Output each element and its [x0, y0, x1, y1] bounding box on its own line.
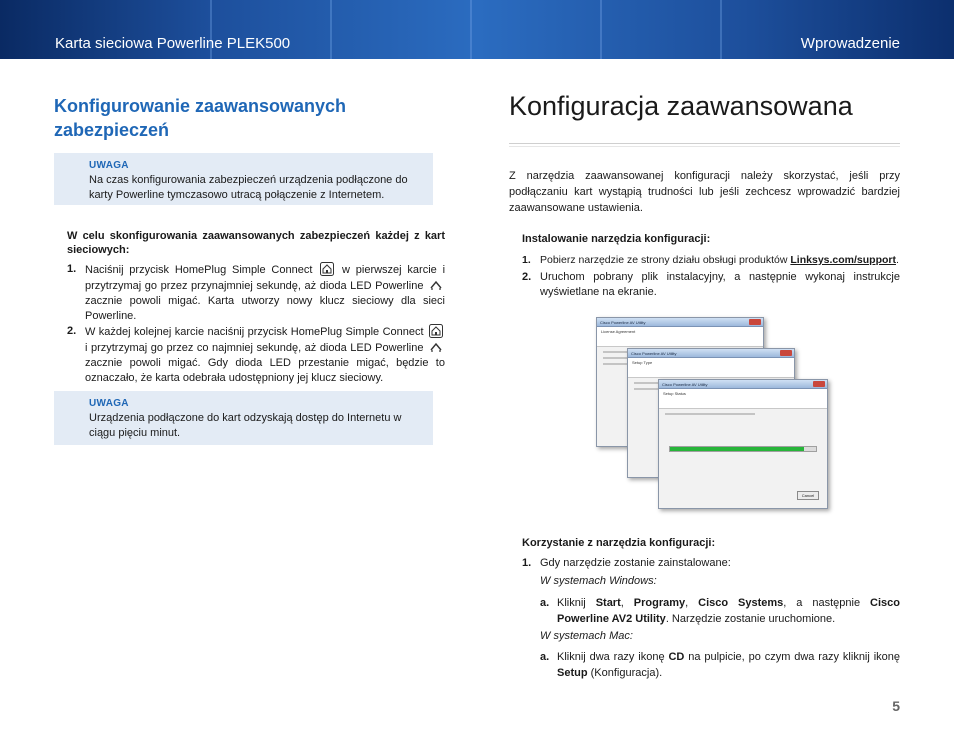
cisco-systems-ref: Cisco Systems [698, 597, 784, 609]
utility-ref: Cisco Powerline AV2 Utility [557, 597, 900, 625]
installer-screenshots [596, 317, 828, 509]
list-item [540, 595, 900, 627]
step-text: , [620, 597, 624, 609]
step-text: Uruchom pobrany plik instalacyjny, a następnie wykonaj instrukcje wyświetlane na ekranie. [540, 271, 900, 298]
page-title: Konfiguracja zaawansowana [509, 91, 853, 121]
install-heading: Instalowanie narzędzia konfiguracji: [522, 233, 711, 245]
step-text: na pulpicie, po czym dwa razy kliknij ikonę [688, 651, 900, 663]
step-number: 1. [522, 557, 532, 569]
security-intro: W celu skonfigurowania zaawansowanych zabezpieczeń każdej z kart sieciowych: [67, 230, 445, 256]
cd-icon-ref: CD [668, 651, 685, 663]
step-text: zacznie powoli migać. Gdy dioda LED przestanie migać, będzie to oznaczało, że karta odebrała udostępniony jej klucz sieciowy. [85, 357, 445, 384]
step-number: 1. [522, 254, 531, 266]
note-text: Urządzenia podłączone do kart odzyskają dostęp do Internetu w ciągu pięciu minut. [89, 412, 402, 439]
progress-fill [670, 447, 804, 451]
step-text: Kliknij dwa razy ikonę [557, 651, 665, 663]
start-menu-ref: Start [595, 597, 621, 609]
step-text: Pobierz narzędzie ze strony działu obsługi produktów [540, 254, 788, 266]
setup-icon-ref: Setup [557, 667, 588, 679]
list-item [522, 270, 900, 300]
list-item [67, 262, 445, 324]
step-text: . [896, 254, 899, 266]
support-link[interactable]: Linksys.com/support [790, 254, 896, 266]
step-letter: a. [540, 597, 550, 609]
cancel-button[interactable]: Cancel [797, 491, 819, 500]
powerline-led-icon [429, 278, 443, 292]
powerline-led-icon [429, 340, 443, 354]
step-text: W każdej kolejnej karcie naciśnij przycisk HomePlug Simple Connect [85, 326, 424, 338]
note-text: Na czas konfigurowania zabezpieczeń urządzenia podłączone do karty Powerline tymczasowo utracą połączenie z Internetem. [89, 174, 408, 201]
page-header [0, 0, 954, 59]
note-label: UWAGA [89, 398, 129, 409]
step-number: 2. [522, 271, 532, 283]
programs-ref: Programy [633, 597, 686, 609]
install-progress-bar [669, 446, 817, 452]
close-icon [780, 350, 792, 356]
note-box-2 [54, 391, 433, 445]
step-text: i przytrzymaj go przez co najmniej sekundę, aż dioda LED Powerline [85, 342, 424, 354]
close-icon [813, 381, 825, 387]
close-icon [749, 319, 761, 325]
step-text: Kliknij [557, 597, 586, 609]
note-box-1 [54, 153, 433, 205]
step-text: . Narzędzie zostanie uruchomione. [665, 613, 836, 625]
step-letter: a. [540, 651, 550, 663]
step-text: w pierwszej karcie i przytrzymaj go przez przynajmniej sekundę, aż dioda LED Powerline [85, 264, 446, 292]
step-number: 1. [67, 263, 77, 275]
divider [509, 143, 900, 144]
list-item [522, 556, 900, 571]
step-text: , [685, 597, 689, 609]
installer-window: Cisco Powerline AV Utility Setup Type [627, 348, 795, 478]
use-heading: Korzystanie z narzędzia konfiguracji: [522, 537, 716, 549]
step-text: Gdy narzędzie zostanie zainstalowane: [540, 557, 731, 569]
list-item [522, 253, 900, 268]
homeplug-button-icon [429, 324, 443, 338]
homeplug-button-icon [320, 262, 334, 276]
section-title: Wprowadzenie [800, 35, 900, 52]
installer-window: Cisco Powerline AV Utility License Agreement [596, 317, 764, 447]
page-number: 5 [892, 698, 900, 714]
list-item [540, 649, 900, 681]
note-label: UWAGA [89, 160, 129, 171]
list-item [67, 324, 445, 386]
step-text: Naciśnij przycisk HomePlug Simple Connect [85, 264, 313, 276]
step-text: , a następnie [783, 597, 861, 609]
step-text: zacznie powoli migać. Karta utworzy nowy klucz sieciowy dla sieci Powerline. [85, 295, 445, 322]
document-title: Karta sieciowa Powerline PLEK500 [55, 35, 291, 52]
intro-paragraph: Z narzędzia zaawansowanej konfiguracji należy skorzystać, jeśli przy podłączaniu kart wystąpią trudności lub jeśli zechcesz wprowadzić bardziej zaawansowane ustawienia. [509, 170, 900, 214]
divider [509, 146, 900, 147]
windows-label: W systemach Windows: [540, 575, 657, 587]
security-heading: Konfigurowanie zaawansowanych zabezpieczeń [54, 96, 347, 140]
mac-label: W systemach Mac: [540, 630, 633, 642]
installer-window: Cisco Powerline AV Utility Setup Status Cancel [658, 379, 828, 509]
step-number: 2. [67, 325, 77, 337]
step-text: (Konfiguracja). [590, 667, 663, 679]
